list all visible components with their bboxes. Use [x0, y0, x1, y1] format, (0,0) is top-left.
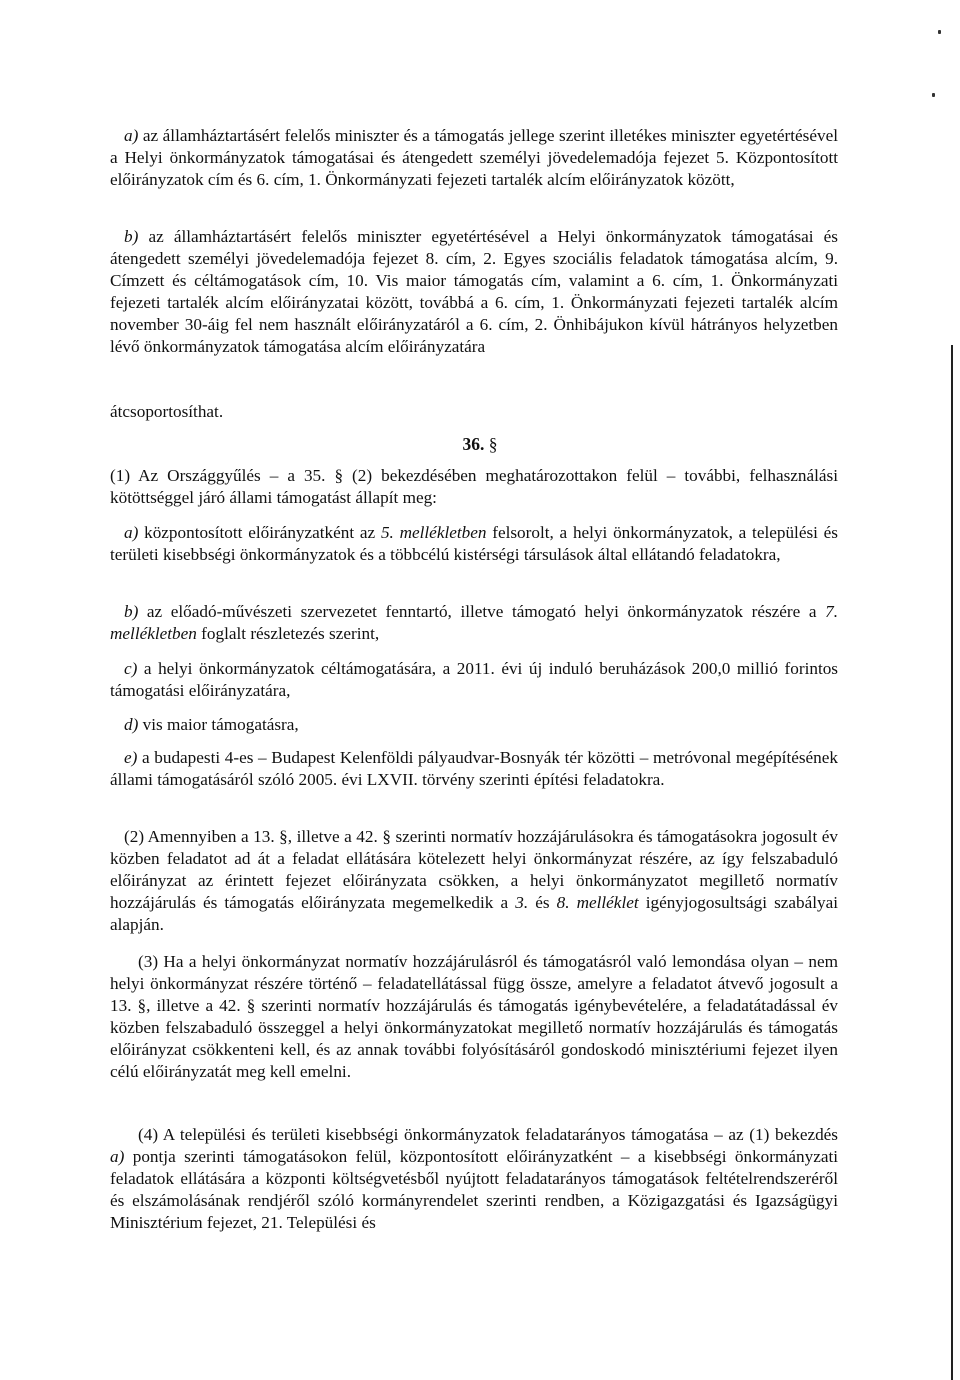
- section-sign: §: [488, 434, 498, 454]
- section36-paragraph-3: (3) Ha a helyi önkormányzat normatív hozzájárulásról és támogatásról való lemondása olyan – nem helyi önkormányzat részére történő – feladatellátással függ össze, amelyre a feladatot átvevő jogosult a 13. §, illetve a 42. § szerinti normatív hozzájárulás és támogatás igénybevételére, a feladatátadással év közben felszabaduló összeggel a helyi önkormányzatokat megillető normatív hozzájárulás és támogatás előirányzat csökkenteni kell, és az annak további folyósításáról gondoskodó minisztériumi fejezet ilyen célú előirányzatát meg kell emelni.: [110, 952, 838, 1081]
- paragraph-b1: b) az államháztartásért felelős miniszter egyetértésével a Helyi önkormányzatok támogatásai és átengedett személyi jövedelemadója fejezet 8. cím, 2. Egyes szociális feladatok támogatása alcím, 9. Címzett és céltámogatások cím, 10. Vis maior támogatás cím, valamint a 6. cím, 1. Önkormányzati fejezeti tartalék alcím előirányzatai között, továbbá a 6. cím, 1. Önkormányzati fejezeti tartalék alcím november 30-áig fel nem használt előirányzatáról a 6. cím, 2. Önhibájukon kívül hátrányos helyzetben lévő önkormányzatok támogatása alcím előirányzatára: [110, 227, 838, 356]
- section36-point-b: b) az előadó-művészeti szervezetet fenntartó, illetve támogató helyi önkormányzatok részére a 7. mellékletben foglalt részletezés szerint,: [110, 602, 838, 643]
- item-label: b): [124, 602, 139, 621]
- section36-paragraph-1: (1) Az Országgyűlés – a 35. § (2) bekezdésében meghatározottakon felül – további, felhasználási kötöttséggel járó állami támogatást állapít meg:: [110, 466, 838, 507]
- item-label: a): [124, 126, 139, 145]
- scan-speck: [938, 30, 941, 34]
- item-label: a): [124, 523, 139, 542]
- section36-point-c: c) a helyi önkormányzatok céltámogatására, a 2011. évi új induló beruházások 200,0 millió forintos támogatási előirányzatára,: [110, 659, 838, 700]
- item-label: b): [124, 227, 139, 246]
- scan-speck: [932, 93, 935, 97]
- section-heading: 36. §: [462, 434, 498, 454]
- paragraph-atcsoportosithat: átcsoportosíthat.: [110, 402, 224, 421]
- section36-paragraph-4: (4) A települési és területi kisebbségi önkormányzatok feladatarányos támogatása – az (1) bekezdés a) pontja szerinti támogatásokon felül, központosított előirányzatként – a kisebbségi önkormányzati feladatok ellátására a központi költségvetésből nyújtott feladatarányos támogatások feltételrendszeréről és elszámolásának rendjéről szóló kormányrendelet szerinti rendben, a Közigazgatási és Igazságügyi Minisztérium fejezet, 21. Települési és: [110, 1125, 838, 1232]
- scan-margin-line: [951, 345, 953, 1380]
- section36-point-d: d) vis maior támogatásra,: [124, 715, 299, 734]
- item-label: c): [124, 659, 138, 678]
- item-label: d): [124, 715, 139, 734]
- item-label: e): [124, 748, 138, 767]
- paragraph-a1: a) az államháztartásért felelős miniszter és a támogatás jellege szerint illetékes miniszter egyetértésével a Helyi önkormányzatok támogatásai és átengedett személyi jövedelemadója fejezet 5. Központosított előirányzatok cím és 6. cím, 1. Önkormányzati fejezeti tartalék alcím előirányzatok között,: [110, 126, 838, 189]
- section36-paragraph-2: (2) Amennyiben a 13. §, illetve a 42. § szerinti normatív hozzájárulásokra és támogatásokra jogosult év közben feladatot ad át a feladat ellátására kötelezett helyi önkormányzat részére, az így felszabaduló előirányzat az érintett fejezet előirányzata csökken, a helyi önkormányzatot megillető normatív hozzájárulás és támogatás előirányzata megemelkedik a 3. és 8. melléklet igényjogosultsági szabályai alapján.: [110, 827, 839, 934]
- section36-point-e: e) a budapesti 4-es – Budapest Kelenföldi pályaudvar-Bosnyák tér közötti – metróvonal megépítésének állami támogatásáról szóló 2005. évi LXVII. törvény szerinti építési feladatokra.: [110, 748, 838, 789]
- section36-point-a: a) központosított előirányzatként az 5. mellékletben felsorolt, a helyi önkormányzatok, a települési és területi kisebbségi önkormányzatok és a többcélú kistérségi társulások által ellátandó feladatokra,: [110, 523, 838, 564]
